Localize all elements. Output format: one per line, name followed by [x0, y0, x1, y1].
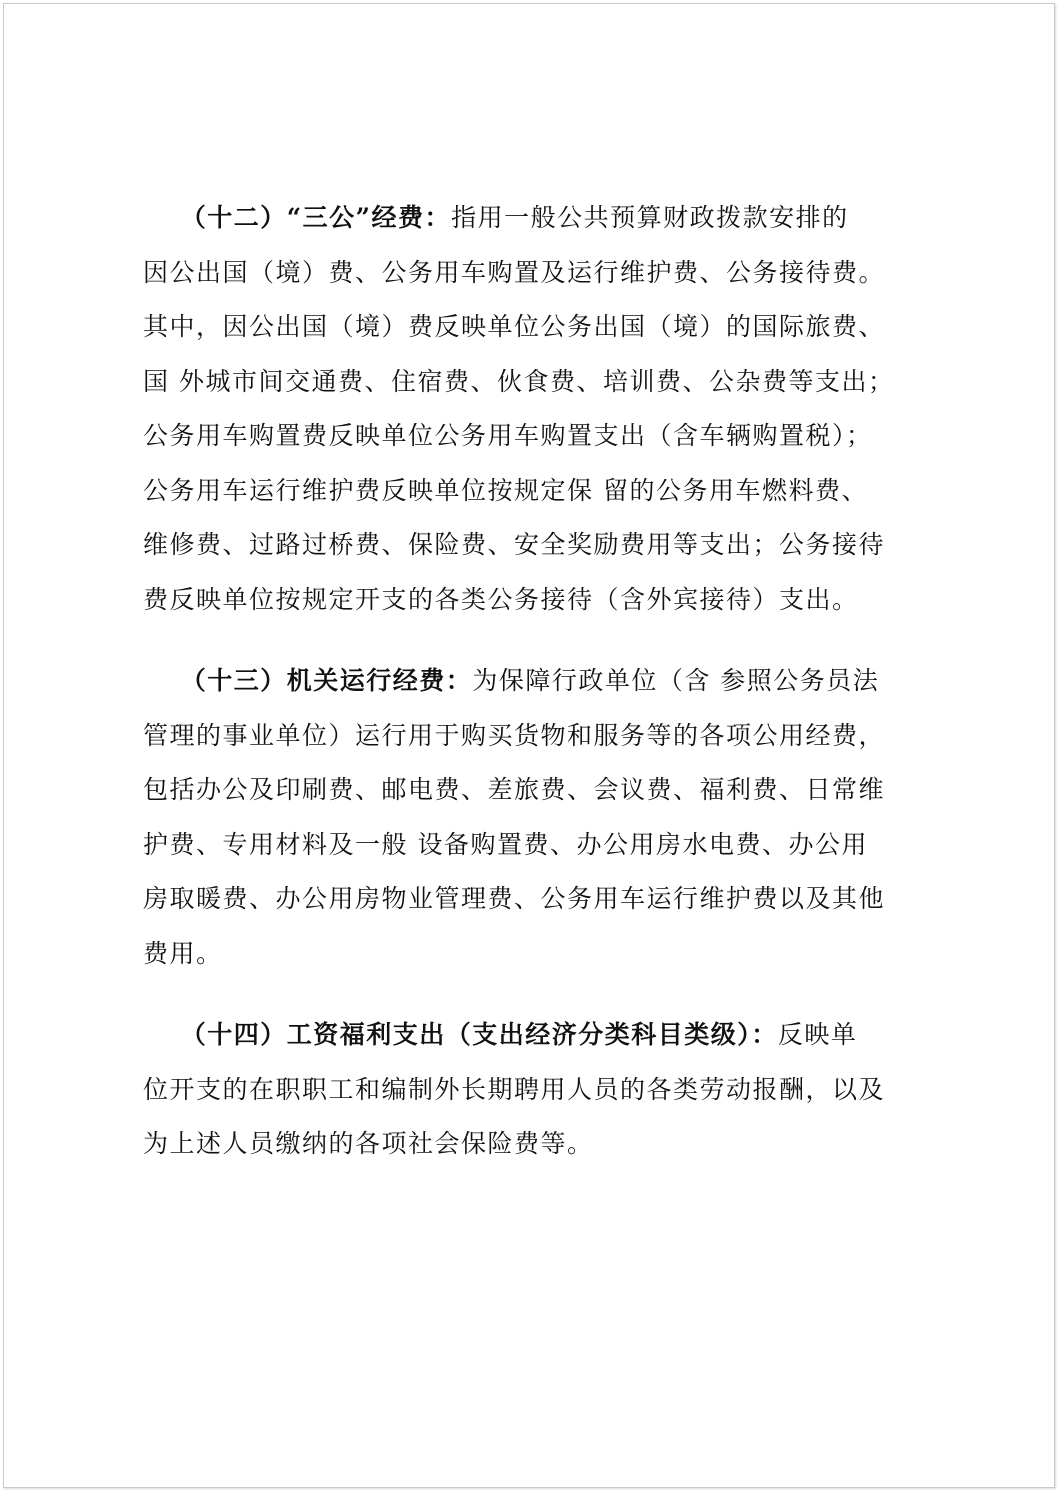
paragraph-line: 为保障行政单位（含 参照公务员法	[472, 666, 880, 695]
paragraph-line: 公务用车购置费反映单位公务用车购置支出（含车辆购置税）；	[143, 421, 873, 450]
paragraph-line: 公务用车运行维护费反映单位按规定保 留的公务用车燃料费、	[143, 475, 868, 505]
paragraph-santong-expenses	[143, 191, 923, 627]
paragraph-first-line	[143, 654, 923, 709]
paragraph-agency-operating-expenses	[143, 654, 923, 981]
paragraph-first-line	[143, 191, 923, 246]
section-heading: （十二）“三公”经费：	[180, 203, 452, 232]
paragraph-line: 维修费、过路过桥费、保险费、安全奖励费用等支出；公务接待	[143, 530, 886, 559]
paragraph-line: 为上述人员缴纳的各项社会保险费等。	[143, 1129, 594, 1158]
paragraph-line: 护费、专用材料及一般 设备购置费、办公用房水电费、办公用	[143, 829, 868, 859]
paragraph-line: 指用一般公共预算财政拨款安排的	[451, 203, 849, 232]
paragraph-line: 费反映单位按规定开支的各类公务接待（含外宾接待）支出。	[143, 584, 859, 614]
paragraph-first-line	[143, 1008, 923, 1063]
section-heading: （十四）工资福利支出（支出经济分类科目类级）：	[180, 1020, 778, 1049]
paragraph-line: 因公出国（境）费、公务用车购置及运行维护费、公务接待费。	[143, 257, 886, 287]
paragraph-wage-welfare-expenditure	[143, 1008, 923, 1172]
paragraph-line: 费用。	[143, 938, 223, 968]
section-heading: （十三）机关运行经费：	[180, 666, 473, 695]
paragraph-line: 反映单	[777, 1020, 858, 1049]
paragraph-line: 管理的事业单位）运行用于购买货物和服务等的各项公用经费，	[143, 720, 886, 750]
paragraph-line: 其中，因公出国（境）费反映单位公务出国（境）的国际旅费、	[143, 312, 886, 341]
paragraph-line: 国 外城市间交通费、住宿费、伙食费、培训费、公杂费等支出；	[143, 366, 895, 396]
paragraph-line: 包括办公及印刷费、邮电费、差旅费、会议费、福利费、日常维	[143, 775, 886, 804]
paragraph-line: 位开支的在职职工和编制外长期聘用人员的各类劳动报酬，以及	[143, 1074, 886, 1104]
paragraph-line: 房取暖费、办公用房物业管理费、公务用车运行维护费以及其他	[143, 884, 886, 913]
